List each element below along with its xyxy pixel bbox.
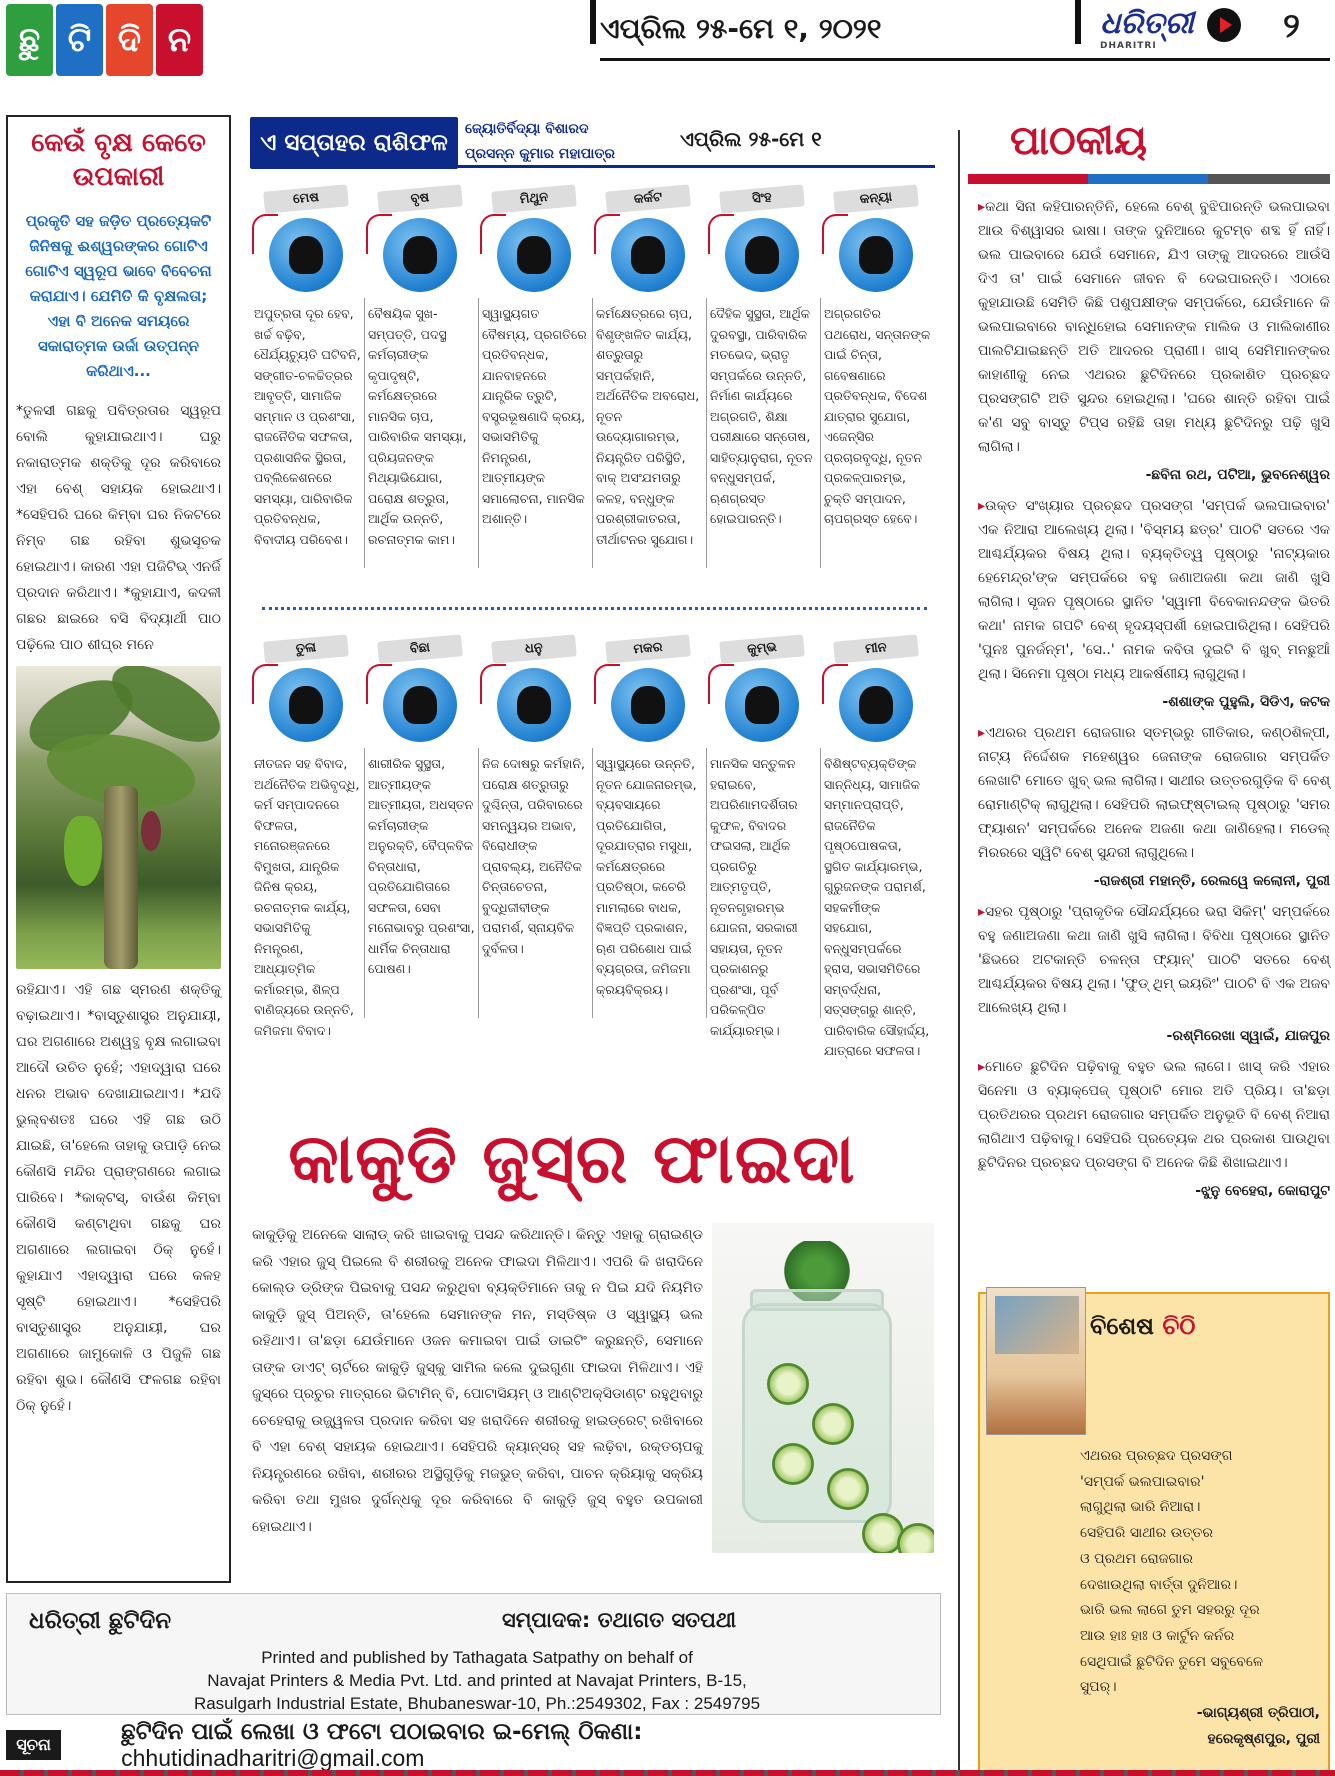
goat-fish-icon <box>611 668 685 742</box>
letter-text: ମୋତେ ଛୁଟିଦିନ ପଢ଼ିବାକୁ ବହୁତ ଭଲ ଲାଗେ। ଖାସ୍ କରି ଏହାର ସିନେମା ଓ ବ୍ୟାକ୍‌ପେଜ୍ ପୃଷ୍ଠାଟି ମୋର ଅତି ପ୍ରିୟ। ତା'ଛଡ଼ା ପ୍ରତିଥରର ପ୍ରଥମ ରୋଜଗାର ସମ୍ପର୍କିତ ଅନୁଭୂତି ବି ବେଶ୍ ନିଆରା ଲାଗିଥାଏ ପଢ଼ିବାକୁ। ସେହିପରି ପ୍ରତ୍ୟେକ ଥର ପ୍ରକାଶ ପାଉଥିବା ଛୁଟିଦିନର ପ୍ରଚ୍ଛଦ ପ୍ରସଙ୍ଗ ବି ଅନେକ କିଛି ଶିଖାଇଥାଏ। <box>978 1059 1330 1171</box>
notice-message <box>121 1719 941 1772</box>
zodiac-sign <box>478 188 590 530</box>
imprint-box <box>6 1593 941 1715</box>
email-link[interactable]: chhutidinadharitri@gmail.com <box>121 1744 425 1771</box>
zodiac-sign <box>250 188 362 550</box>
zodiac-name: କୁମ୍ଭ <box>719 634 805 663</box>
imprint-line: Printed and published by Tathagata Satpathy on behalf of <box>261 1648 693 1667</box>
zodiac-sign <box>820 638 932 1062</box>
letter-text: କଥା ସିନା କହିପାରନ୍ତିନି, ହେଲେ ବେଶ୍ ବୁଝିପାରନ୍ତି ଭଲପାଇବା ଆଉ ବିଶ୍ୱାସର ଭାଷା। ତାଙ୍କ ଦୁନିଆରେ କୁଟମ୍ବ ଶବ୍ଦ ହିଁ ନାହିଁ। ଭଲ ପାଇବାରେ ଯେଉଁ ସେମାନେ, ଯିଏ ତାଙ୍କୁ ଆଦରରେ ଆଉଁସି ଦିଏ ତା' ପାଇଁ ସେମାନେ ଜୀବନ ବି ଦେଇପାରନ୍ତି। ଏଠାରେ କୁହାଯାଉଛି ସେମିତି କିଛି ପଶୁପକ୍ଷୀଙ୍କ ସମ୍ପର୍କରେ, ଯେଉଁମାନେ କି ଭଲପାଇବାରେ ବାନ୍ଧିହୋଇ ସେମାନଙ୍କ ମାଲିକ ଓ ମାଲିକାଣୀର ପାଲଟିଯାଇଛନ୍ତି ଅତି ଆଦରର ପ୍ରାଣୀ। ଖାସ୍ ସେମିମାନଙ୍କର କାହାଣୀକୁ ନେଇ ଏଥରର ଛୁଟିଦିନରେ ପ୍ରକାଶିତ ପ୍ରଚ୍ଛଦ ପ୍ରସଙ୍ଗଟି ଅତି ସୁନ୍ଦର ହୋଇଥିଲା। 'ଘରେ ଶାନ୍ତି ରହିବା ପାଇଁ କ'ଣ ସବୁ ବାସ୍ତୁ ଟିପ୍ସ ରହିଛି ତାହା ମଧ୍ୟ ଛୁଟିଦିନରୁ ପଢ଼ି ଖୁସି ଲାଗିଲା। <box>978 199 1330 455</box>
zodiac-sign <box>364 188 476 550</box>
notice-label: ସୂଚନା <box>6 1730 61 1760</box>
tree-article-title: କେଉଁ ବୃକ୍ଷ କେତେ ଉପକାରୀ <box>31 128 206 192</box>
magazine-cover-thumbnail <box>986 1287 1086 1435</box>
poem-line: ଏଥରର ପ୍ରଚ୍ଛଦ ପ୍ରସଙ୍ଗ <box>1080 1448 1233 1464</box>
water-bearer-icon <box>725 668 799 742</box>
horoscope-title: ଏ ସପ୍ତାହର ରାଶିଫଳ <box>250 117 458 169</box>
tree-article <box>6 115 231 1583</box>
bull-icon <box>383 218 457 292</box>
arrow-icon: ▸ <box>978 1059 986 1075</box>
notice-text: ଛୁଟିଦିନ ପାଇଁ ଲେଖା ଓ ଫଟୋ ପଠାଇବାର ଇ-ମେଲ୍ ଠିକଣା: <box>121 1718 643 1745</box>
stripe-segment <box>968 174 1088 184</box>
zodiac-name: ଧନୁ <box>491 634 577 663</box>
zodiac-name: ବିଛା <box>377 634 463 663</box>
zodiac-name: ମକର <box>605 634 691 663</box>
zodiac-sign <box>364 638 476 980</box>
footer <box>0 1593 1335 1776</box>
poem-signature: ହରେକୃଷ୍ଣପୁର, ପୁରୀ <box>1207 1730 1320 1747</box>
letter-body <box>978 900 1330 1020</box>
letter-signature: -ଶଶାଙ୍କ ପୁହୁଲି, ସିଡିଏ, କଟକ <box>1162 694 1330 710</box>
arrow-icon: ▸ <box>978 498 986 514</box>
zodiac-forecast: ସ୍ୱାସ୍ଥ୍ୟରେ ଉନ୍ନତି, ନୂତନ ଯୋଜନାରମ୍ଭ, ବ୍ୟବସାୟରେ ପ୍ରତିଯୋଗିତା, ଦୂରଯାତ୍ରାର ମସୁଧା, କର୍ମକ୍ଷେତ୍ରରେ ପ୍ରତିଷ୍ଠା, କଚେରି ମାମଲାରେ ବାଧକ, ବିଜ୍ଞପ୍ତି ପ୍ରକାଶନ, ଋଣ ପରିଶୋଧ ପାଇଁ ବ୍ୟଗ୍ରତା, ଜମିଜମା କ୍ରୟବିକ୍ରୟ। <box>596 756 697 997</box>
zodiac-name: ସିଂହ <box>719 184 805 213</box>
zodiac-name: ମେଷ <box>263 184 349 213</box>
letter-body <box>978 721 1330 865</box>
page-number: ୨ <box>1283 6 1300 46</box>
poem-line: ଦେଖାଉଥିଲା ବାର୍ତ୍ତା ଦୁନିଆର। <box>1080 1576 1238 1593</box>
letter-text: ସହର ପୃଷ୍ଠାରୁ 'ପ୍ରାକୃତିକ ସୌନ୍ଦର୍ଯ୍ୟରେ ଭରା ସିକିମ୍' ସମ୍ପର୍କରେ ବହୁ ଜଣାଅଜଣା କଥା ଜାଣି ଖୁସି ଲାଗିଲା। ବିବିଧା ପୃଷ୍ଠାରେ ସ୍ଥାନିତ 'ଛିଭରେ ଅଟକାନ୍ତି ଚଳନ୍ତା ଫ୍ୟାନ୍' ପାଠଟି ସତରେ ବେଶ୍ ଆଶ୍ଚର୍ଯ୍ୟକର ବିଷୟ ଥିଲା। 'ଫୁଡ୍ ଥିମ୍ ଇୟରିଂ' ପାଠଟି ବି ଏକ ଅଜବ ଆଲେଖ୍ୟ ଥିଲା। <box>978 904 1330 1016</box>
brand-name: ଧରିତ୍ରୀ <box>1100 6 1194 41</box>
zodiac-forecast: ନୀତଜନ ସହ ବିବାଦ, ଅର୍ଥନୈତିକ ଅଭିବୃଦ୍ଧି, କର୍ମ ସମ୍ପାଦନରେ ବିଫଳତା, ମନୋରଞ୍ଜନରେ ବିମୁଖତା, ଯାନ୍ତ୍ରିକ ଜିନିଷ କ୍ରୟ, ରଚନାତ୍ମକ କାର୍ଯ୍ୟ, ସଭାସମିତିକୁ ନିମନ୍ତ୍ରଣ, ଆଧ୍ୟାତ୍ମିକ କର୍ମାରମ୍ଭ, ଶିଳ୍ପ ବାଣିଜ୍ୟରେ ଉନ୍ନତି, ଜମିଜମା ବିବାଦ। <box>254 756 360 1038</box>
imprint-lines <box>37 1646 917 1715</box>
tree-article-body: *ତୁଳସୀ ଗଛକୁ ପବିତ୍ରତାର ସ୍ୱରୂପ ବୋଲି କୁହାଯାଇଥାଏ। ଘରୁ ନକାରାତ୍ମକ ଶକ୍ତିକୁ ଦୂର କରିବାରେ ଏହା ବେଶ୍ ସହାୟକ ହୋଇଥାଏ। *ସେହିପରି ଘରେ କିମ୍ବା ଘର ନିକଟରେ ନିମ୍ବ ଗଛ ରହିବା ଶୁଭସୂଚକ ହୋଇଥାଏ। କାରଣ ଏହା ପଜିଟିଭ୍ ଏନର୍ଜି ପ୍ରଦାନ କରିଥାଏ। *କୁହାଯାଏ, କଦଳୀ ଗଛର ଛାଇରେ ବସି ବିଦ୍ୟାର୍ଥୀ ପାଠ ପଢ଼ିଲେ ପାଠ ଶୀଘ୍ର ମନେ <box>16 402 221 653</box>
ram-icon <box>269 218 343 292</box>
special-letter-title-a: ବିଶେଷ <box>1090 1312 1154 1340</box>
poem-line: ଆଉ ହାଃ ହାଃ ଓ କାର୍ଟୁନ କର୍ନର <box>1080 1627 1235 1644</box>
stripe-segment <box>1208 174 1330 184</box>
zodiac-name: ମୀନ <box>833 634 919 663</box>
poem-line: ସେଥିପାଇଁ ଛୁଟିଦିନ ତୁମେ ସବୁବେଳେ <box>1080 1653 1263 1670</box>
logo-letter: ଛୁ <box>6 4 53 76</box>
arrow-icon: ▸ <box>978 725 986 741</box>
arrow-icon: ▸ <box>978 904 986 920</box>
zodiac-forecast: ଅଗ୍ରଗତିର ପଥରୋଧ, ସନ୍ତାନଙ୍କ ପାଇଁ ଚିନ୍ତା, ଗବେଷଣାରେ ପ୍ରତିବନ୍ଧକ, ବିଦେଶ ଯାତ୍ରାର ସୁଯୋଗ, ଏଜେନ୍ସିର ପ୍ରଚାରବୃଦ୍ଧି, ନୂତନ ପ୍ରକଳ୍ପାରମ୍ଭ, ଚୁକ୍ତି ସମ୍ପାଦନ, ଚାପଗ୍ରସ୍ତ ହେବେ। <box>824 306 931 526</box>
dharitri-brand <box>1100 6 1194 51</box>
zodiac-name: କନ୍ୟା <box>833 184 919 213</box>
stripe-segment <box>1088 174 1208 184</box>
reader-letter <box>978 1055 1330 1204</box>
scorpion-icon <box>383 668 457 742</box>
reader-letter <box>978 494 1330 715</box>
poem-line: ଓ ପ୍ରଥମ ରୋଜଗାର <box>1080 1550 1193 1567</box>
scales-icon <box>269 668 343 742</box>
editor-line: ସମ୍ପାଦକ: ତଥାଗତ ସତପଥୀ <box>502 1608 737 1632</box>
zodiac-forecast: ସ୍ୱାସ୍ଥ୍ୟଗତ ବୈଷମ୍ୟ, ପ୍ରଗତିରେ ପ୍ରତିବନ୍ଧକ, ଯାନବାହନରେ ଯାନ୍ତ୍ରିକ ତ୍ରୁଟି, ବସ୍ତ୍ରଭୂଷଣାଦି କ୍ରୟ, ସଭାସମିତିକୁ ନିମନ୍ତ୍ରଣ, ଆତ୍ମୀୟଙ୍କ ସମାଲୋଚନା, ମାନସିକ ଅଶାନ୍ତି। <box>482 306 587 526</box>
crab-icon <box>611 218 685 292</box>
tree-article-body-continued: ରହିଯାଏ। ଏହି ଗଛ ସ୍ମରଣ ଶକ୍ତିକୁ ବଢ଼ାଇଥାଏ। *ବାସ୍ତୁଶାସ୍ତ୍ର ଅନୁଯାୟୀ, ଘର ଅଗଣାରେ ଅଶ୍ୱତ୍ଥ ବୃକ୍ଷ ଲଗାଇବା ଆଦୌ ଉଚିତ ନୁହେଁ; ଏହାଦ୍ୱାରା ଘରେ ଧନର ଅଭାବ ଦେଖାଯାଇଥାଏ। *ଯଦି ଭୁଲ୍‌ବଶତଃ ଘରେ ଏହି ଗଛ ଉଠି ଯାଇଛି, ତା'ହେଲେ ତାହାକୁ ଉପାଡ଼ି ନେଇ କୌଣସି ମନ୍ଦିର ପ୍ରାଙ୍ଗଣରେ ଲଗାଇ ପାରିବେ। *କାକ୍ଟସ୍, ବାଉଁଶ କିମ୍ବା କୌଣସି କଣ୍ଟାଥିବା ଗଛକୁ ଘର ଅଗଣାରେ ଲଗାଇବା ଠିକ୍ ନୁହେଁ। କୁହାଯାଏ ଏହାଦ୍ୱାରା ଘରେ କଳହ ସୃଷ୍ଟି ହୋଇଥାଏ। *ସେହିପରି ବାସ୍ତୁଶାସ୍ତ୍ର ଅନୁଯାୟୀ, ଘର ଅଗଣାରେ ଜାମୁକୋଳି ଓ ପିଜୁଳି ଗଛ ରହିବା ଶୁଭ। କୌଣସି ଫଳଗଛ ରହିବା ଠିକ୍ ନୁହେଁ। <box>16 981 221 1414</box>
play-icon <box>1207 8 1241 42</box>
brand-sub: DHARITRI <box>1100 41 1157 51</box>
horoscope-rule <box>250 165 935 168</box>
publication-name: ଧରିତ୍ରୀ ଛୁଟିଦିନ <box>29 1608 172 1634</box>
chhutidina-logo <box>6 4 203 76</box>
author-qualification: ଜ୍ୟୋତିର୍ବିଦ୍ୟା ବିଶାରଦ <box>465 121 589 137</box>
lion-icon <box>725 218 799 292</box>
zodiac-forecast: ଦୈହିକ ସୁସ୍ଥତା, ଆର୍ଥିକ ଦୁରବସ୍ଥା, ପାରିବାରିକ ମତଭେଦ, ଭ୍ରାତୃ ସମ୍ପର୍କରେ ଉନ୍ନତି, ନିର୍ମାଣ କାର୍ଯ୍ୟରେ ଅଗ୍ରଗତି, ଶିକ୍ଷା ପରୀକ୍ଷାରେ ସନ୍ତୋଷ, ସାହିତ୍ୟାନୁରାଗ, ନୂତନ ବନ୍ଧୁସମ୍ପର୍କ, ଋଣଗ୍ରସ୍ତ ହୋଇପାରନ୍ତି। <box>710 306 813 526</box>
special-letter-title <box>1090 1312 1195 1340</box>
zodiac-forecast: କର୍ମକ୍ଷେତ୍ରରେ ଚାପ, ବିଶୃଙ୍ଖଳିତ କାର୍ଯ୍ୟ, ଶତ୍ରୁତାରୁ ସମ୍ପର୍କହାନି, ଅର୍ଥନୈତିକ ଅବରୋଧ, ନୂତନ ଉଦ୍ୟୋଗାରମ୍ଭ, ନିୟନ୍ତ୍ରିତ ପରିସ୍ଥିତି, ବାକ୍ ଅସଂଯମତାରୁ କଳହ, ବନ୍ଧୁଙ୍କ ପରଶ୍ରୀକାତରତା, ତୀର୍ଥାଟନର ସୁଯୋଗ। <box>596 306 700 547</box>
poem-line: ଲାଗୁଥିଲା ଭାରି ନିଆରା। <box>1080 1499 1201 1516</box>
zodiac-sign <box>820 188 932 530</box>
special-letter-title-b: ଚିଠି <box>1162 1312 1196 1340</box>
zodiac-sign <box>706 188 818 530</box>
zodiac-sign <box>706 638 818 1041</box>
zodiac-forecast: ଅପୁତ୍ରତା ଦୂର ହେବ, ଖର୍ଚ୍ଚ ବଢ଼ିବ, ଧୈର୍ଯ୍ୟଚ୍ୟୁତି ଘଟିବନି, ସଙ୍ଗୀତ-ଚଳଚ୍ଚିତ୍ରର ଆବୃତ୍ତି, ସାମାଜିକ ସମ୍ମାନ ଓ ପ୍ରଶଂସା, ରାଜନୈତିକ ସଫଳତା, ପ୍ରଶାସନିକ ସ୍ଥିରତା, ପବ୍ଲିକେଶନରେ ସମସ୍ୟା, ପାରିବାରିକ ପ୍ରତିବନ୍ଧକ, ବିବାଦୀୟ ପରିବେଶ। <box>254 306 361 547</box>
horoscope-header <box>250 117 935 169</box>
reader-letter <box>978 721 1330 894</box>
zodiac-name: କର୍କଟ <box>605 184 691 213</box>
poem-line: ଭାରି ଭଲ ଲାଗେ ତୁମ ସହରରୁ ଦୂର <box>1080 1602 1260 1619</box>
letter-body <box>978 1055 1330 1175</box>
zodiac-forecast: ଶାରୀରିକ ସୁସ୍ଥତା, ଆତ୍ମୀୟଙ୍କ ଆତ୍ମୀୟତା, ଅଧସ୍ତନ କର୍ମଚାରୀଙ୍କ ଅନୁରକ୍ତି, ବୈପ୍ଳବିକ ଚିନ୍ତାଧାରା, ପ୍ରତିଯୋଗିତାରେ ସଫଳତା, ସେବା ମନୋଭାବରୁ ପ୍ରଶଂସା, ଧାର୍ମିକ ଚିନ୍ତାଧାରା ପୋଷଣ। <box>368 756 475 976</box>
zodiac-forecast: ନିଜ ଦୋଷରୁ କର୍ମହାନି, ପରୋକ୍ଷ ଶତ୍ରୁତାରୁ ଦୁଶ୍ଚିନ୍ତା, ପରିବାରରେ ସମନ୍ୱୟର ଅଭାବ, ବିରୋଧୀଙ୍କ ପ୍ରାବଲ୍ୟ, ଅନୈତିକ ଚିନ୍ତାଚେତନା, ବୁଦ୍ଧିଜୀବୀଙ୍କ ପରାମର୍ଶ, ସ୍ନାୟବିକ ଦୁର୍ବଳତା। <box>482 756 585 956</box>
zodiac-sign <box>250 638 362 1041</box>
arrow-icon: ▸ <box>978 199 986 215</box>
imprint-line: Navajat Printers & Media Pvt. Ltd. and printed at Navajat Printers, B-15, <box>207 1671 747 1690</box>
imprint-line: Rasulgarh Industrial Estate, Bhubaneswar-10, Ph.:2549302, Fax : 2549795 <box>193 1694 761 1713</box>
dotted-divider <box>262 607 927 610</box>
issue-date: ଏପ୍ରିଲ ୨୫-ମେ ୧, ୨୦୨୧ <box>600 12 882 45</box>
zodiac-forecast: ବୈଷୟିକ ସୁଖ-ସମ୍ପତ୍ତି, ପଦସ୍ଥ କର୍ମଚାରୀଙ୍କ କୃପାଦୃଷ୍ଟି, କର୍ମକ୍ଷେତ୍ରରେ ମାନସିକ ଚାପ, ପାରିବାରିକ ସମସ୍ୟା, ପ୍ରିୟଜନଙ୍କ ମିଥ୍ୟାଭିଯୋଗ, ପରୋକ୍ଷ ଶତ୍ରୁତା, ଆର୍ଥିକ ଉନ୍ନତି, ରଚନାତ୍ମକ କାମ। <box>368 306 467 547</box>
zodiac-forecast: ମାନସିକ ସନ୍ତୁଳନ ହରାଇବେ, ଅପରିଣାମଦର୍ଶିତାର କୁଫଳ, ବିବାଦର ଫଇସଲା, ଆର୍ଥିକ ପ୍ରଗତିରୁ ଆତ୍ମତୃପ୍ତି, ନୂତନଗୃହାରମ୍ଭ ଯୋଜନା, ସରକାରୀ ସହାୟତା, ନୂତନ ପ୍ରକାଶନରୁ ପ୍ରଶଂସା, ପୂର୍ବ ପରିକଳ୍ପିତ କାର୍ଯ୍ୟାରମ୍ଭ। <box>710 756 798 1038</box>
zodiac-forecast: ବିଶିଷ୍ଟବ୍ୟକ୍ତିଙ୍କ ସାନ୍ନିଧ୍ୟ, ସାମାଜିକ ସମ୍ମାନପ୍ରାପ୍ତି, ରାଜନୈତିକ ପୃଷ୍ଠପୋଷକତା, ସ୍ଥଗିତ କାର୍ଯ୍ୟାରମ୍ଭ, ଗୁରୁଜନଙ୍କ ପରାମର୍ଶ, ସହକର୍ମୀଙ୍କ ସହଯୋଗ, ବନ୍ଧୁସମ୍ପର୍କରେ ହ୍ରାସ, ସଭାସମିତିରେ ସମ୍ବର୍ଦ୍ଧନା, ସତ୍‌ସଙ୍ଗରୁ ଶାନ୍ତି, ପାରିବାରିକ ସୌହାର୍ଦ୍ଦ୍ୟ, ଯାତ୍ରାରେ ସଫଳତା। <box>824 756 930 1058</box>
reader-letter <box>978 900 1330 1049</box>
bottom-stripe <box>0 1770 1335 1776</box>
letter-text: ଏଥରର ପ୍ରଥମ ରୋଜଗାର ସ୍ତମ୍ଭରୁ ଗୀତିକାର, କଣ୍ଠଶିଳ୍ପୀ, ନାଟ୍ୟ ନିର୍ଦ୍ଦେଶକ ମହେଶ୍ୱର ଜେନାଙ୍କ ରୋଜଗାର ସମ୍ପର୍କିତ ଲେଖାଟି ମୋତେ ଖୁବ୍ ଭଲ ଲାଗିଲା। ସାଥୀର ଉତ୍ତରଗୁଡ଼ିକ ବି ବେଶ୍ ରୋମାଣ୍ଟିକ୍ ଲାଗୁଥିଲା। ସେହିପରି ଲାଇଫ୍‌ଷ୍ଟାଇଲ୍ ପୃଷ୍ଠାରୁ 'ସମର ଫ୍ୟାଶନ' ସମ୍ପର୍କରେ ଅନେକ ଅଜଣା କଥା ଜାଣିହେଲା। ମଡେଲ୍ ମିରରରେ ସ୍ୱିଟି ବେଶ୍ ସୁନ୍ଦରୀ ଲାଗୁଥିଲେ। <box>978 725 1330 861</box>
masthead-rule <box>600 58 1330 61</box>
letter-body <box>978 195 1330 459</box>
reader-letters <box>978 195 1330 1210</box>
reader-letter <box>978 195 1330 488</box>
letter-signature: -ରଶ୍ମିରେଖା ସ୍ୱାଇଁ, ଯାଜପୁର <box>1166 1028 1330 1044</box>
zodiac-name: ମିଥୁନ <box>491 184 577 213</box>
logo-letter: ଟି <box>56 4 103 76</box>
horoscope-date-range: ଏପ୍ରିଲ ୨୫-ମେ ୧ <box>680 127 822 151</box>
masthead-divider <box>590 0 596 44</box>
poem-signature: -ଭାଗ୍ୟଶ୍ରୀ ତ୍ରିପାଠୀ, <box>1196 1705 1320 1722</box>
masthead <box>0 0 1335 80</box>
archer-icon <box>497 668 571 742</box>
juice-article-title: କାକୁଡି ଜୁସ୍‌ର ଫାଇଦା <box>288 1120 856 1199</box>
twins-icon <box>497 218 571 292</box>
letter-signature: -ଝୁନୁ ବେହେରା, କୋରାପୁଟ <box>1195 1183 1330 1199</box>
horoscope-author <box>465 117 665 169</box>
zodiac-sign <box>592 638 704 1000</box>
contact-notice <box>6 1718 941 1771</box>
zodiac-name: ବୃଷ <box>377 184 463 213</box>
logo-letter: ନ <box>156 4 203 76</box>
pathakiya-title: ପାଠକୀୟ <box>1010 118 1147 164</box>
zodiac-name: ତୁଳା <box>263 634 349 663</box>
poem-line: 'ସମ୍ପର୍କ ଭଲପାଇବାର' <box>1080 1473 1205 1490</box>
masthead-divider <box>1075 0 1081 44</box>
pathakiya-stripe <box>968 170 1330 180</box>
zodiac-sign <box>592 188 704 550</box>
author-name: ପ୍ରସନ୍ନ କୁମାର ମହାପାତ୍ର <box>465 146 615 162</box>
juice-body-text: କାକୁଡ଼ିକୁ ଅନେକେ ସାଲାଡ୍ କରି ଖାଇବାକୁ ପସନ୍ଦ କରିଥାନ୍ତି। କିନ୍ତୁ ଏହାକୁ ଗ୍ରାଇଣ୍ଡ କରି ଏହାର ଜୁସ୍ ପିଇଲେ ବି ଶରୀରକୁ ଅନେକ ଫାଇଦା ମିଳିଥାଏ। ଏପରି କି ଖରାଦିନେ କୋଲ୍ଡ ଡ୍ରିଙ୍କ ପିଇବାକୁ ପସନ୍ଦ କରୁଥିବା ବ୍ୟକ୍ତିମାନେ ତାକୁ ନ ପିଇ ଯଦି ନିୟମିତ କାକୁଡ଼ି ଜୁସ୍ ପିଅନ୍ତି, ତା'ହେଲେ ସେମାନଙ୍କ ମନ, ମସ୍ତିଷ୍କ ଓ ସ୍ୱାସ୍ଥ୍ୟ ଭଲ ରହିଥାଏ। ତା'ଛଡ଼ା ଯେଉଁମାନେ ଓଜନ କମାଇବା ପାଇଁ ଡାଇଟିଂ କରୁଛନ୍ତି, ସେମାନେ ତାଙ୍କ ଡାଏଟ୍ ଚାର୍ଟରେ କାକୁଡ଼ି ଜୁସ୍‌କୁ ସାମିଲ କଲେ ଦୁଇଗୁଣା ଫାଇଦା ମିଳିଥାଏ। ଏହି ଜୁସ୍‌ରେ ପ୍ରଚୁର ମାତ୍ରାରେ ଭିଟାମିନ୍ ବି, ପୋଟାସିୟମ୍ ଓ ଆଣ୍ଟିଅକ୍ସିଡାଣ୍ଟ ରହୁଥିବାରୁ ଚେହେରାକୁ ଉଜ୍ଜ୍ୱଳତା ପ୍ରଦାନ କରିବା ସହ ଖରାଦିନେ ଶରୀରକୁ ହାଇଡ୍ରେଟ୍ ରଖିବାରେ ବି ଏହା ବେଶ୍ ସହାୟକ ହୋଇଥାଏ। ସେହିପରି କ୍ୟାନ୍ସର୍ ସହ ଲଢ଼ିବା, ରକ୍ତଚାପକୁ ନିୟନ୍ତ୍ରଣରେ ରଖିବା, ଶରୀରର ଅସ୍ଥିଗୁଡ଼ିକୁ ମଜଭୁତ୍ କରିବା, ପାଚନ କ୍ରିୟାକୁ ସକ୍ରିୟ କରିବା ତଥା ମୁଖର ଦୁର୍ଗନ୍ଧକୁ ଦୂର କରିବାରେ ବି କାକୁଡ଼ି ଜୁସ୍ ବହୁତ ଉପକାରୀ ହୋଇଥାଏ। <box>252 1227 703 1535</box>
poem-line: ସେହିପରି ସାଥୀର ଉତ୍ତର <box>1080 1525 1213 1542</box>
logo-letter: ଦି <box>106 4 153 76</box>
fish-icon <box>839 668 913 742</box>
virgo-icon <box>839 218 913 292</box>
column-divider <box>958 130 960 1770</box>
letter-signature: -ରାଜଶ୍ରୀ ମହାନ୍ତି, ରେଲୱେ କଲୋନୀ, ପୁରୀ <box>1093 873 1330 889</box>
letter-body <box>978 494 1330 686</box>
letter-signature: -ଛବିନା ରଥ, ପଟିଆ, ଭୁବନେଶ୍ୱର <box>1145 467 1330 483</box>
banana-tree-photo <box>16 666 221 969</box>
poem-line: ସୁପର୍। <box>1080 1679 1117 1696</box>
letter-text: ଉକ୍ତ ସଂଖ୍ୟାର ପ୍ରଚ୍ଛଦ ପ୍ରସଙ୍ଗ 'ସମ୍ପର୍କ ଭଲପାଇବାର' ଏକ ନିଆରା ଆଲେଖ୍ୟ ଥିଲା। 'ବିସ୍ମୟ ଛତ୍ର' ପାଠଟି ସତରେ ଏକ ଆଶ୍ଚର୍ଯ୍ୟକର ବିଷୟ ଥିଲା। ବ୍ୟକ୍ତିତ୍ୱ ପୃଷ୍ଠାରୁ 'ନାଟ୍ୟକାର ହେମେନ୍ଦ୍ର'ଙ୍କ ସମ୍ପର୍କରେ ବହୁ ଜଣାଅଜଣା କଥା ଜାଣି ଖୁସି ଲାଗିଲା। ସୃଜନ ପୃଷ୍ଠାରେ ସ୍ଥାନିତ 'ସ୍ୱାମୀ ବିବେକାନନ୍ଦଙ୍କ ଭିତରି କଥା' ନାମକ ଗପଟି ବେଶ୍ ହୃଦୟସ୍ପର୍ଶୀ ହୋଇପାରିଥିଲା। ସେହିପରି 'ପୁନଃ ପୁନର୍ଜନ୍ମ', 'ସେ..' ନାମକ କବିତା ଦୁଇଟି ବି ଖୁବ୍ ମନଛୁଆଁ ଥିଲା। ସିନେମା ପୃଷ୍ଠା ମଧ୍ୟ ଆକର୍ଷଣୀୟ ଲାଗୁଥିଲା। <box>978 498 1330 682</box>
tree-article-intro: ପ୍ରକୃତି ସହ ଜଡ଼ିତ ପ୍ରତ୍ୟେକଟି ଜିନିଷକୁ ଈଶ୍ୱରଙ୍କର ଗୋଟିଏ ଗୋଟିଏ ସ୍ୱରୂପ ଭାବେ ବିବେଚନା କରାଯାଏ। ଯେମିତି କି ବୃକ୍ଷଲତା; ଏହା ବି ଅନେକ ସମୟରେ ସକାରାତ୍ମକ ଉର୍ଜା ଉତ୍ପନ୍ନ କରିଥାଏ... <box>25 211 212 380</box>
zodiac-sign <box>478 638 590 959</box>
photo-spacer <box>703 1222 937 1552</box>
juice-article-body <box>252 1222 937 1552</box>
